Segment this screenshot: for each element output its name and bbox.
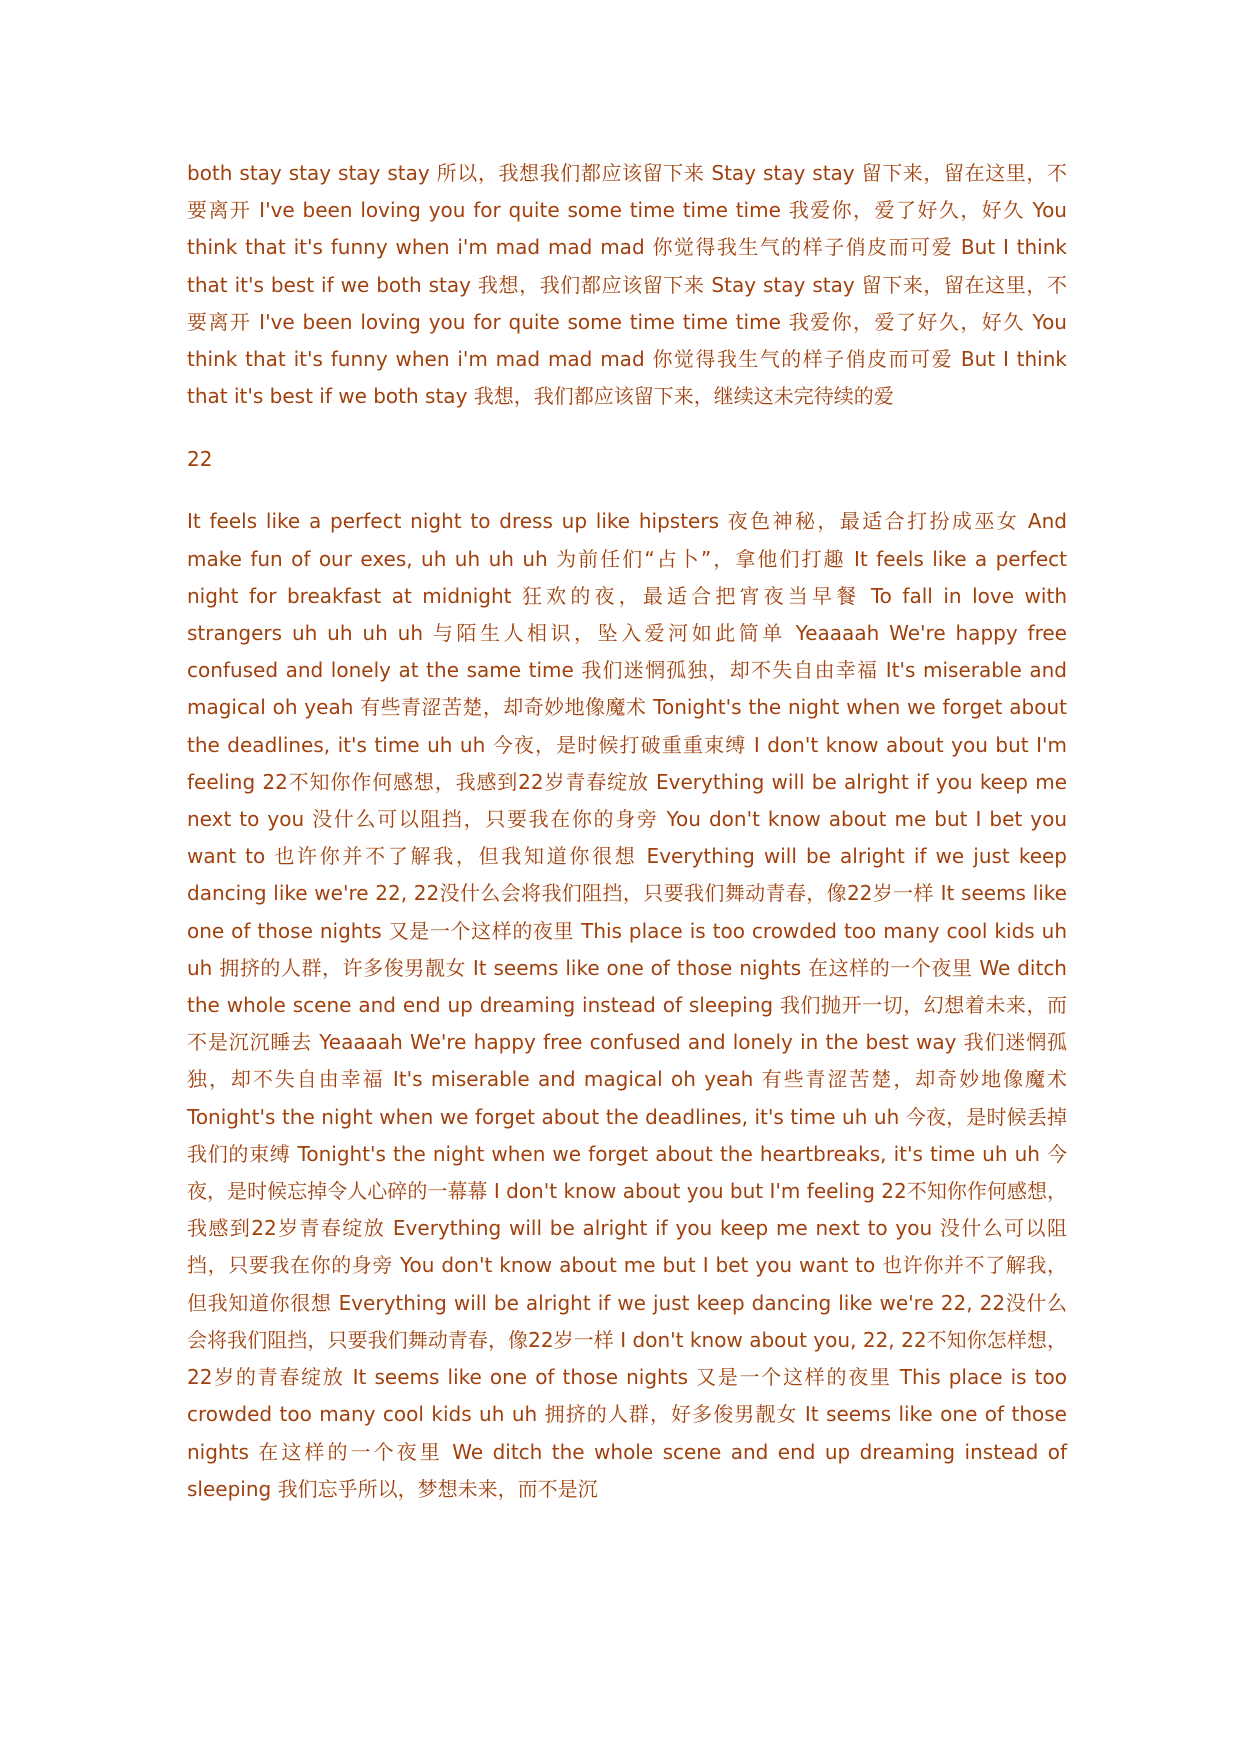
document-page	[187, 155, 1067, 1508]
song-title: 22	[187, 447, 213, 472]
lyrics-paragraph-22: It feels like a perfect night to dress up like hipsters 夜色神秘，最适合打扮成巫女 And make fun of our exes, uh uh uh uh 为前任们“占卜”，拿他们打趣 It feels like a perfect night for breakfast at midnight 狂欢的夜，最适合把宵夜当早餐 To fall in love with strangers uh uh uh uh 与陌生人相识，坠入爱河如此简单 Yeaaaah We're happy free confused and lonely at the same time 我们迷惘孤独，却不失自由幸福 It's miserable and magical oh yeah 有些青涩苦楚，却奇妙地像魔术 Tonight's the night when we forget about the deadlines, it's time uh uh 今夜，是时候打破重重束缚 I don't know about you but I'm feeling 22不知你作何感想，我感到22岁青春绽放 Everything will be alright if you keep me next to you 没什么可以阻挡，只要我在你的身旁 You don't know about me but I bet you want to 也许你并不了解我，但我知道你很想 Everything will be alright if we just keep dancing like we're 22, 22没什么会将我们阻挡，只要我们舞动青春，像22岁一样 It seems like one of those nights 又是一个这样的夜里 This place is too crowded too many cool kids uh uh 拥挤的人群，许多俊男靓女 It seems like one of those nights 在这样的一个夜里 We ditch the whole scene and end up dreaming instead of sleeping 我们抛开一切，幻想着未来，而不是沉沉睡去 Yeaaaah We're happy free confused and lonely in the best way 我们迷惘孤独，却不失自由幸福 It's miserable and magical oh yeah 有些青涩苦楚，却奇妙地像魔术 Tonight's the night when we forget about the deadlines, it's time uh uh 今夜，是时候丢掉我们的束缚 Tonight's the night when we forget about the heartbreaks, it's time uh uh 今夜，是时候忘掉令人心碎的一幕幕 I don't know about you but I'm feeling 22不知你作何感想，我感到22岁青春绽放 Everything will be alright if you keep me next to you 没什么可以阻挡，只要我在你的身旁 You don't know about me but I bet you want to 也许你并不了解我，但我知道你很想 Everything will be alright if we just keep dancing like we're 22, 22没什么会将我们阻挡，只要我们舞动青春，像22岁一样 I don't know about you, 22, 22不知你怎样想，22岁的青春绽放 It seems like one of those nights 又是一个这样的夜里 This place is too crowded too many cool kids uh uh 拥挤的人群，好多俊男靓女 It seems like one of those nights 在这样的一个夜里 We ditch the whole scene and end up dreaming instead of sleeping 我们忘乎所以，梦想未来，而不是沉	[187, 509, 1067, 1501]
lyrics-paragraph-stay: both stay stay stay stay 所以，我想我们都应该留下来 Stay stay stay 留下来，留在这里，不要离开 I've been loving you for quite some time time time 我爱你，爱了好久，好久 You think that it's funny when i'm mad mad mad 你觉得我生气的样子俏皮而可爱 But I think that it's best if we both stay 我想，我们都应该留下来 Stay stay stay 留下来，留在这里，不要离开 I've been loving you for quite some time time time 我爱你，爱了好久，好久 You think that it's funny when i'm mad mad mad 你觉得我生气的样子俏皮而可爱 But I think that it's best if we both stay 我想，我们都应该留下来，继续这未完待续的爱	[187, 161, 1067, 409]
